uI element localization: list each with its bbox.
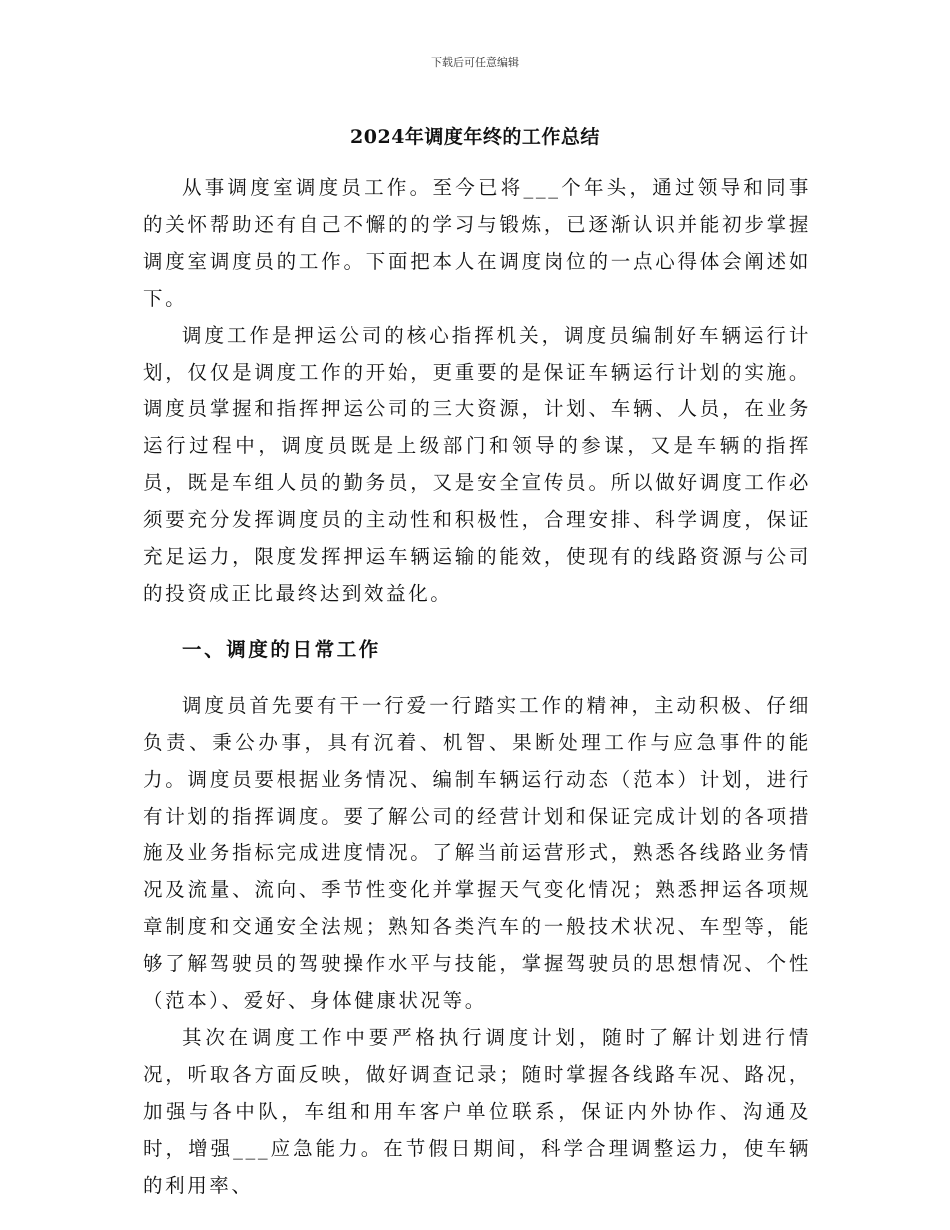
section-heading: 一、调度的日常工作 bbox=[182, 637, 381, 661]
intro-paragraph: 从事调度室调度员工作。至今已将___个年头，通过领导和同事的关怀帮助还有自己不懈的的学习与锻炼，已逐渐认识并能初步掌握调度室调度员的工作。下面把本人在调度岗位的一点心得体会阐述如下。 bbox=[143, 176, 811, 310]
section-paragraph: 调度员首先要有干一行爱一行踏实工作的精神，主动积极、仔细负责、秉公办事，具有沉着、机智、果断处理工作与应急事件的能力。调度员要根据业务情况、编制车辆运行动态（范本）计划，进行有计划的指挥调度。要了解公司的经营计划和保证完成计划的各项措施及业务指标完成进度情况。了解当前运营形式，熟悉各线路业务情况及流量、流向、季节性变化并掌握天气变化情况；熟悉押运各项规章制度和交通安全法规；熟知各类汽车的一般技术状况、车型等，能够了解驾驶员的驾驶操作水平与技能，掌握驾驶员的思想情况、个性（范本）、爱好、身体健康状况等。 bbox=[143, 693, 811, 1013]
document-body bbox=[143, 170, 811, 1204]
body-paragraph: 调度工作是押运公司的核心指挥机关，调度员编制好车辆运行计划，仅仅是调度工作的开始，更重要的是保证车辆运行计划的实施。调度员掌握和指挥押运公司的三大资源，计划、车辆、人员，在业务运行过程中，调度员既是上级部门和领导的参谋，又是车辆的指挥员，既是车组人员的勤务员，又是安全宣传员。所以做好调度工作必须要充分发挥调度员的主动性和积极性，合理安排、科学调度，保证充足运力，限度发挥押运车辆运输的能效，使现有的线路资源与公司的投资成正比最终达到效益化。 bbox=[143, 323, 811, 605]
section-paragraph: 其次在调度工作中要严格执行调度计划，随时了解计划进行情况，听取各方面反映，做好调查记录；随时掌握各线路车况、路况，加强与各中队，车组和用车客户单位联系，保证内外协作、沟通及时，增强___应急能力。在节假日期间，科学合理调整运力，使车辆的利用率、 bbox=[143, 1025, 811, 1197]
header-note: 下载后可任意编辑 bbox=[431, 56, 519, 69]
document-title: 2024年调度年终的工作总结 bbox=[350, 126, 600, 148]
